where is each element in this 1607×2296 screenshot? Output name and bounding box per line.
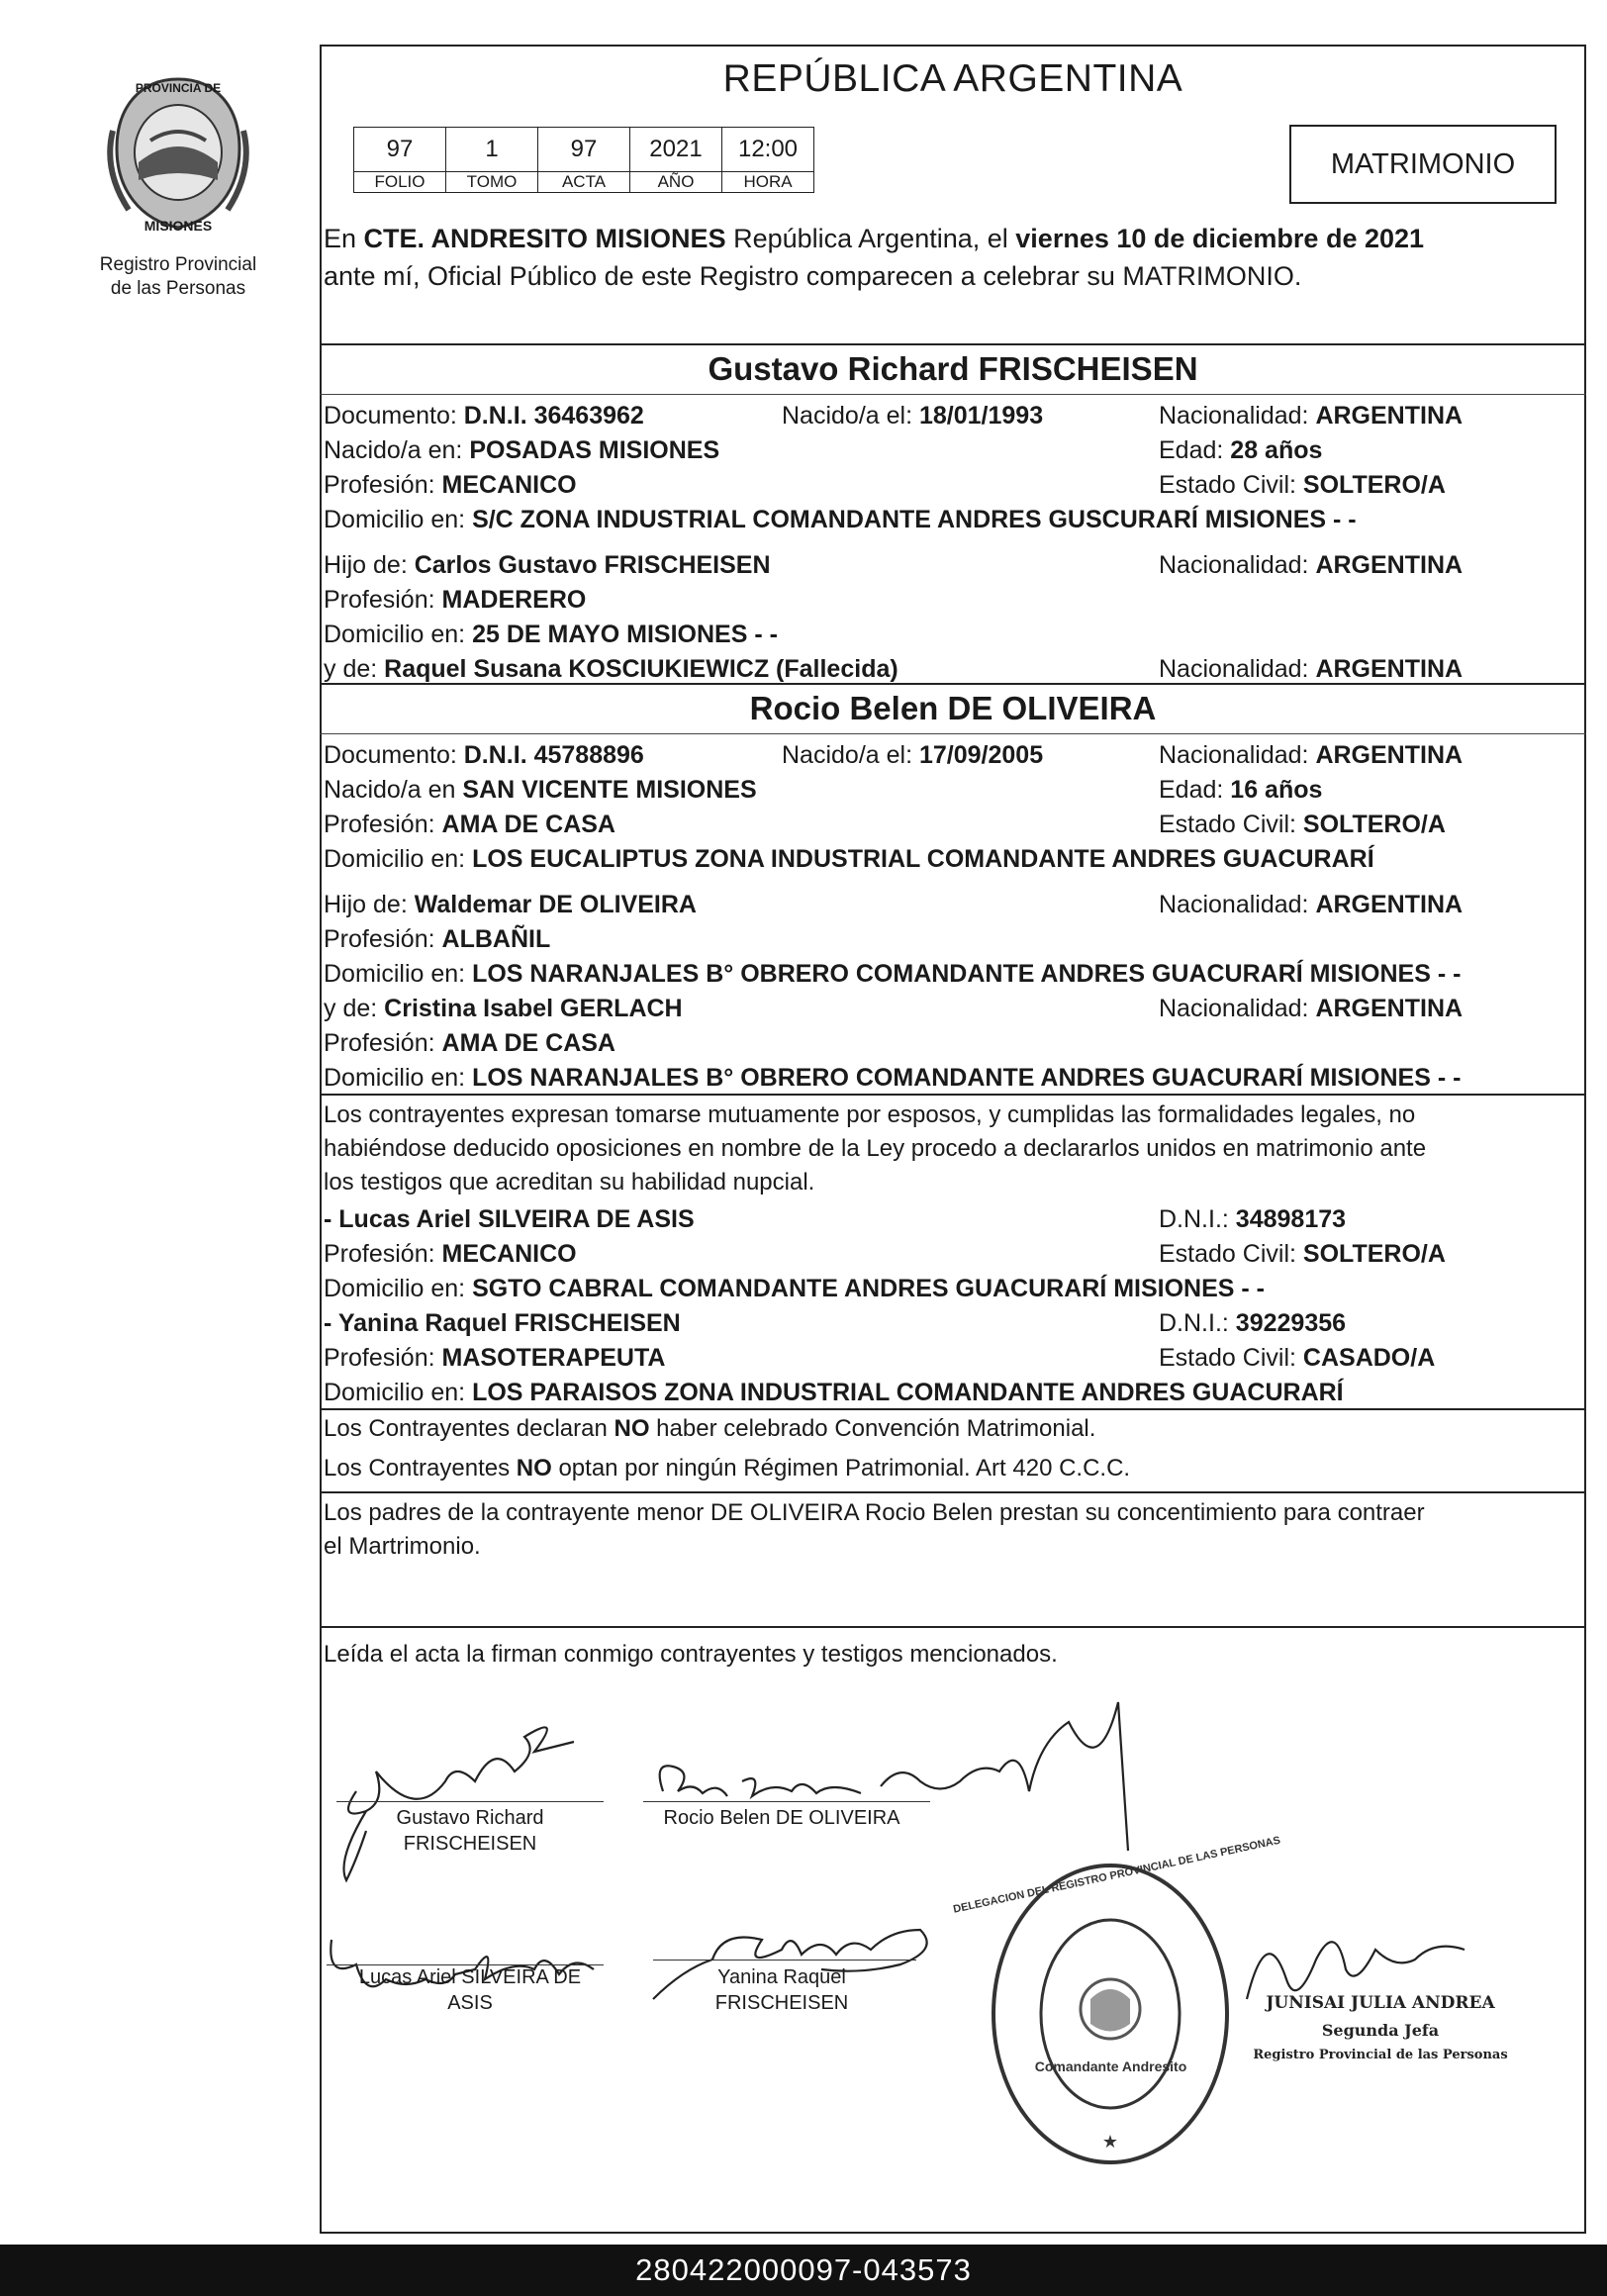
divider-closing xyxy=(320,1626,1586,1628)
divider-consent xyxy=(320,1491,1586,1493)
witness1-address: Domicilio en: SGTO CABRAL COMANDANTE ANDRES GUACURARÍ MISIONES - - xyxy=(324,1275,1266,1302)
closing-text: Leída el acta la firman conmigo contrayentes y testigos mencionados. xyxy=(324,1641,1058,1668)
groom-birthdate: Nacido/a el: 18/01/1993 xyxy=(782,402,1044,430)
tomo-value: 1 xyxy=(446,128,538,172)
bride-age: Edad: 16 años xyxy=(1159,776,1323,804)
registry-table xyxy=(353,127,814,193)
divider-groom xyxy=(320,343,1586,345)
declaration-line1: Los contrayentes expresan tomarse mutuamente por esposos, y cumplidas las formalidades legales, no xyxy=(324,1101,1416,1128)
anio-label: AÑO xyxy=(630,172,722,193)
official-name: JUNISAI JULIA ANDREA xyxy=(1266,1993,1495,2013)
anio-value: 2021 xyxy=(630,128,722,172)
groom-civil-status: Estado Civil: SOLTERO/A xyxy=(1159,471,1446,499)
bride-mother-address: Domicilio en: LOS NARANJALES B° OBRERO COMANDANTE ANDRES GUACURARÍ MISIONES - - xyxy=(324,1064,1462,1092)
intro-line2: ante mí, Oficial Público de este Registro comparecen a celebrar su MATRIMONIO. xyxy=(324,261,1302,291)
record-type-box xyxy=(1289,125,1557,204)
bride-address: Domicilio en: LOS EUCALIPTUS ZONA INDUSTRIAL COMANDANTE ANDRES GUACURARÍ xyxy=(324,845,1374,873)
witness2-signature-name1: Yanina Raquel xyxy=(717,1966,846,1988)
emblem-text-top: PROVINCIA DE xyxy=(135,81,222,95)
divider-groom-name xyxy=(320,394,1586,395)
witness2-signature-line xyxy=(653,1960,916,1961)
groom-father-nationality: Nacionalidad: ARGENTINA xyxy=(1159,551,1464,579)
folio-value: 97 xyxy=(354,128,446,172)
groom-signature-line xyxy=(336,1801,604,1802)
groom-nationality: Nacionalidad: ARGENTINA xyxy=(1159,402,1464,430)
groom-signature-name1: Gustavo Richard xyxy=(396,1807,544,1829)
stamp-ring-text: DELEGACION DEL REGISTRO PROVINCIAL DE LAS PERSONAS xyxy=(952,1834,1282,1916)
groom-age: Edad: 28 años xyxy=(1159,436,1323,464)
intro-line1 xyxy=(324,220,1580,257)
witness1-profession: Profesión: MECANICO xyxy=(324,1240,577,1268)
witness2-name: - Yanina Raquel FRISCHEISEN xyxy=(324,1309,681,1337)
regime-text: Los Contrayentes NO optan por ningún Régimen Patrimonial. Art 420 C.C.C. xyxy=(324,1455,1131,1482)
declaration-line2: habiéndose deducido oposiciones en nombre de la Ley procedo a declararlos unidos en matrimonio ante xyxy=(324,1135,1427,1162)
witness2-signature-label xyxy=(673,1964,891,2016)
official-block xyxy=(1227,1993,1534,2062)
consent-text xyxy=(324,1496,1580,1564)
divider-convention xyxy=(320,1408,1586,1410)
acta-label: ACTA xyxy=(538,172,630,193)
groom-father-profession: Profesión: MADERERO xyxy=(324,586,587,614)
bride-father: Hijo de: Waldemar DE OLIVEIRA xyxy=(324,891,697,918)
hora-label: HORA xyxy=(722,172,814,193)
page-title: REPÚBLICA ARGENTINA xyxy=(722,57,1183,100)
stamp-center-text: Comandante Andresito xyxy=(1034,2058,1187,2074)
bride-name: Rocio Belen DE OLIVEIRA xyxy=(749,690,1157,726)
divider-bride-name xyxy=(320,733,1586,734)
bride-father-profession: Profesión: ALBAÑIL xyxy=(324,925,551,953)
declaration-text xyxy=(324,1099,1580,1199)
bride-doc: Documento: D.N.I. 45788896 xyxy=(324,741,644,769)
witness2-signature-name2: FRISCHEISEN xyxy=(714,1992,849,2014)
official-org: Registro Provincial de las Personas xyxy=(1253,2048,1508,2062)
consent-line1: Los padres de la contrayente menor DE OLIVEIRA Rocio Belen prestan su concentimiento para contraer xyxy=(324,1499,1425,1526)
bride-father-nationality: Nacionalidad: ARGENTINA xyxy=(1159,891,1464,918)
witness1-signature-label xyxy=(336,1964,604,2016)
bride-profession: Profesión: AMA DE CASA xyxy=(324,811,615,838)
document-code-bar xyxy=(0,2245,1607,2296)
bride-mother-profession: Profesión: AMA DE CASA xyxy=(324,1029,615,1057)
declaration-line3: los testigos que acreditan su habilidad nupcial. xyxy=(324,1169,815,1196)
convention-text: Los Contrayentes declaran NO haber celebrado Convención Matrimonial. xyxy=(324,1415,1096,1442)
witness2-civil-status: Estado Civil: CASADO/A xyxy=(1159,1344,1436,1372)
groom-signature-mark xyxy=(344,1727,575,1880)
groom-mother-nationality: Nacionalidad: ARGENTINA xyxy=(1159,655,1464,683)
divider-declaration xyxy=(320,1094,1586,1096)
intro-place: CTE. ANDRESITO MISIONES xyxy=(363,224,726,253)
groom-mother: y de: Raquel Susana KOSCIUKIEWICZ (Fallecida) xyxy=(324,655,898,683)
bride-birthdate: Nacido/a el: 17/09/2005 xyxy=(782,741,1044,769)
bride-nationality: Nacionalidad: ARGENTINA xyxy=(1159,741,1464,769)
witness2-address: Domicilio en: LOS PARAISOS ZONA INDUSTRIAL COMANDANTE ANDRES GUACURARÍ xyxy=(324,1379,1344,1406)
logo-caption-line1: Registro Provincial xyxy=(99,254,257,275)
witness1-signature-name2: ASIS xyxy=(447,1992,493,2014)
record-type: MATRIMONIO xyxy=(1330,147,1516,180)
witness1-dni: D.N.I.: 34898173 xyxy=(1159,1205,1347,1233)
witness2-dni: D.N.I.: 39229356 xyxy=(1159,1309,1347,1337)
groom-signature-label xyxy=(356,1805,584,1857)
registry-logo xyxy=(99,71,257,249)
witness1-signature-name1: Lucas Ariel SILVEIRA DE xyxy=(358,1966,582,1988)
bride-birthplace: Nacido/a en SAN VICENTE MISIONES xyxy=(324,776,757,804)
intro-text xyxy=(324,220,1580,295)
bride-mother-nationality: Nacionalidad: ARGENTINA xyxy=(1159,995,1464,1022)
bride-father-address: Domicilio en: LOS NARANJALES B° OBRERO COMANDANTE ANDRES GUACURARÍ MISIONES - - xyxy=(324,960,1462,988)
stamp-seal-icon xyxy=(990,1861,1232,2167)
tomo-label: TOMO xyxy=(446,172,538,193)
official-stamp xyxy=(952,1834,1282,2167)
intro-date: viernes 10 de diciembre de 2021 xyxy=(1015,224,1425,253)
folio-label: FOLIO xyxy=(354,172,446,193)
groom-birthplace: Nacido/a en: POSADAS MISIONES xyxy=(324,436,720,464)
logo-caption xyxy=(69,253,287,301)
bride-civil-status: Estado Civil: SOLTERO/A xyxy=(1159,811,1446,838)
document-code: 280422000097-043573 xyxy=(635,2252,972,2287)
consent-line2: el Martrimonio. xyxy=(324,1533,481,1560)
acta-value: 97 xyxy=(538,128,630,172)
groom-doc: Documento: D.N.I. 36463962 xyxy=(324,402,644,430)
emblem-text-bottom: MISIONES xyxy=(143,218,213,234)
intro-middle: República Argentina, el xyxy=(725,224,1016,253)
groom-name: Gustavo Richard FRISCHEISEN xyxy=(708,350,1198,387)
witness1-civil-status: Estado Civil: SOLTERO/A xyxy=(1159,1240,1446,1268)
svg-text:★: ★ xyxy=(1101,2132,1119,2152)
groom-address: Domicilio en: S/C ZONA INDUSTRIAL COMANDANTE ANDRES GUSCURARÍ MISIONES - - xyxy=(324,506,1357,533)
groom-profession: Profesión: MECANICO xyxy=(324,471,577,499)
witness1-name: - Lucas Ariel SILVEIRA DE ASIS xyxy=(324,1205,695,1233)
bride-mother: y de: Cristina Isabel GERLACH xyxy=(324,995,683,1022)
bride-signature-line xyxy=(643,1801,930,1802)
groom-signature-name2: FRISCHEISEN xyxy=(403,1833,537,1855)
groom-father-address: Domicilio en: 25 DE MAYO MISIONES - - xyxy=(324,621,778,648)
bride-signature-label: Rocio Belen DE OLIVEIRA xyxy=(663,1807,900,1829)
groom-father: Hijo de: Carlos Gustavo FRISCHEISEN xyxy=(324,551,771,579)
logo-caption-line2: de las Personas xyxy=(110,278,246,299)
intro-prefix: En xyxy=(324,224,364,253)
hora-value: 12:00 xyxy=(722,128,814,172)
witness2-profession: Profesión: MASOTERAPEUTA xyxy=(324,1344,666,1372)
official-title: Segunda Jefa xyxy=(1321,2021,1440,2040)
